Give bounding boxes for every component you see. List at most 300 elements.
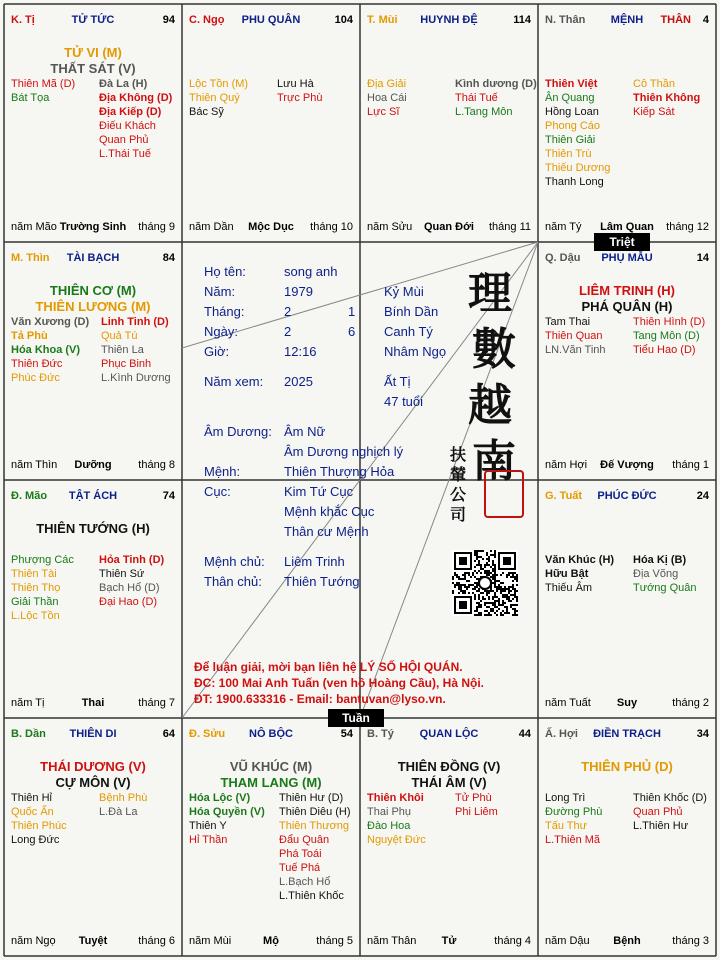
qr-module: [506, 594, 508, 596]
qr-module: [478, 564, 480, 566]
qr-module: [474, 586, 476, 588]
qr-module: [494, 578, 496, 580]
qr-module: [516, 574, 518, 576]
qr-module: [516, 584, 518, 586]
minor-star: Thiên Y: [189, 820, 227, 832]
minor-star: Lộc Tồn (M): [189, 78, 249, 90]
qr-module: [474, 594, 476, 596]
info-label: Cục:: [204, 484, 231, 499]
qr-module: [510, 586, 512, 588]
main-star: PHÁ QUÂN (H): [581, 299, 673, 314]
qr-module: [464, 584, 466, 586]
minor-star: Thiên Việt: [545, 78, 598, 90]
calligraphy-char: 越: [468, 380, 512, 431]
qr-module: [494, 568, 496, 570]
palace-10[interactable]: [361, 719, 537, 955]
qr-module: [504, 596, 506, 598]
palace-branch: Đ. Mão: [11, 490, 48, 502]
qr-module: [488, 592, 490, 594]
qr-module: [512, 608, 514, 610]
palace-year: năm Tý: [545, 221, 582, 233]
palace-9[interactable]: [183, 719, 359, 955]
minor-star: Tử Phù: [455, 792, 492, 804]
qr-module: [476, 550, 478, 552]
qr-module: [492, 574, 494, 576]
qr-module: [490, 610, 492, 612]
qr-module: [502, 604, 504, 606]
qr-module: [486, 592, 488, 594]
minor-star: Đào Hoa: [367, 820, 411, 832]
small-calligraphy-char: 輦: [450, 465, 467, 484]
minor-stars-right: [633, 77, 700, 119]
qr-module: [488, 590, 490, 592]
qr-module: [498, 586, 500, 588]
minor-star: Phong Cáo: [545, 120, 601, 132]
qr-module: [460, 578, 462, 580]
qr-module: [496, 580, 498, 582]
qr-module: [508, 600, 510, 602]
minor-star: Thanh Long: [545, 176, 604, 188]
qr-module: [460, 590, 462, 592]
palace-name: TẬT ÁCH: [68, 490, 118, 502]
minor-star: L.Đà La: [99, 806, 138, 818]
qr-module: [516, 580, 518, 582]
qr-module: [514, 590, 516, 592]
qr-module: [502, 582, 504, 584]
qr-module: [454, 572, 456, 574]
qr-module: [498, 608, 500, 610]
qr-module: [506, 598, 508, 600]
qr-module: [488, 598, 490, 600]
palace-year: năm Hợi: [545, 459, 588, 471]
qr-module: [478, 570, 480, 572]
qr-finder: [459, 601, 467, 609]
qr-module: [512, 574, 514, 576]
info-value: Kim Tứ Cục: [284, 484, 354, 499]
info-value: Thiên Thượng Hỏa: [284, 464, 395, 479]
main-stars: [361, 759, 537, 791]
minor-star: Thiên Khôi: [367, 792, 424, 804]
minor-star: Hoa Cái: [367, 92, 407, 104]
minor-star: L.Tang Môn: [455, 106, 513, 118]
qr-module: [488, 564, 490, 566]
palace-branch: Đ. Sửu: [189, 728, 226, 740]
minor-star: Tuế Phá: [279, 862, 321, 874]
qr-module: [506, 596, 508, 598]
qr-module: [480, 614, 482, 616]
qr-module: [482, 598, 484, 600]
qr-module: [474, 560, 476, 562]
minor-star: Địa Võng: [633, 568, 679, 580]
qr-module: [484, 564, 486, 566]
qr-module: [508, 598, 510, 600]
minor-star: Văn Xương (D): [11, 316, 90, 328]
qr-module: [502, 614, 504, 616]
minor-star: Thiên Mã (D): [11, 78, 76, 90]
palace-year: năm Sửu: [367, 221, 413, 233]
palace-number: 64: [162, 728, 175, 740]
qr-module: [480, 556, 482, 558]
qr-module: [452, 582, 454, 584]
palace-number: 4: [702, 14, 709, 26]
palace-footer: [11, 221, 175, 235]
qr-module: [516, 576, 518, 578]
palace-stage: Bệnh: [613, 935, 641, 947]
main-stars: [5, 759, 181, 791]
minor-star: L.Thiên Mã: [545, 834, 601, 846]
palace-name: QUAN LỘC: [419, 728, 479, 740]
palace-month: tháng 1: [672, 459, 709, 471]
qr-module: [484, 572, 486, 574]
qr-module: [488, 602, 490, 604]
qr-module: [496, 586, 498, 588]
qr-module: [458, 578, 460, 580]
qr-module: [488, 606, 490, 608]
main-stars: [5, 283, 181, 315]
qr-module: [452, 590, 454, 592]
info-extra: 1: [348, 304, 356, 319]
qr-module: [482, 592, 484, 594]
qr-module: [486, 614, 488, 616]
qr-module: [480, 612, 482, 614]
minor-star: Phượng Các: [11, 554, 74, 566]
palace-header: [5, 14, 181, 30]
qr-module: [488, 574, 490, 576]
qr-module: [492, 604, 494, 606]
minor-star: Kiếp Sát: [633, 106, 675, 118]
palace-year: năm Mão: [11, 221, 57, 233]
qr-module: [490, 572, 492, 574]
qr-module: [508, 590, 510, 592]
palace-stage: Trường Sinh: [59, 221, 127, 233]
minor-star: L.Kình Dương: [101, 372, 171, 384]
minor-star: Thiên Hư (D): [279, 792, 344, 804]
qr-module: [500, 590, 502, 592]
minor-stars-right: [99, 553, 164, 609]
qr-module: [514, 588, 516, 590]
minor-star: Thiếu Âm: [545, 582, 593, 594]
qr-module: [486, 554, 488, 556]
minor-star: Hóa Kị (B): [633, 554, 687, 566]
palace-name: NÔ BỘC: [249, 728, 293, 740]
palace-name: TỬ TỨC: [71, 14, 115, 26]
small-calligraphy-char: 扶: [450, 445, 467, 464]
qr-module: [512, 572, 514, 574]
info-value: Thiên Tướng: [284, 574, 360, 589]
palace-year: năm Tuất: [545, 697, 591, 709]
qr-module: [484, 590, 486, 592]
qr-module: [456, 582, 458, 584]
qr-module: [458, 592, 460, 594]
qr-module: [480, 564, 482, 566]
minor-star: Phục Binh: [101, 358, 152, 370]
minor-star: Thiên Sứ: [99, 568, 145, 580]
qr-module: [484, 602, 486, 604]
qr-center-logo: [479, 577, 491, 589]
minor-star: Phi Liêm: [455, 806, 498, 818]
palace-month: tháng 3: [672, 935, 709, 947]
main-stars: [5, 45, 181, 77]
palace-branch: B. Tý: [367, 728, 394, 740]
palace-11[interactable]: [539, 719, 715, 955]
qr-module: [490, 550, 492, 552]
qr-module: [456, 574, 458, 576]
qr-module: [498, 588, 500, 590]
palace-footer: [545, 697, 709, 711]
qr-module: [490, 554, 492, 556]
qr-module: [514, 612, 516, 614]
palace-header: [539, 14, 715, 30]
main-star: THIÊN CƠ (M): [49, 283, 137, 298]
qr-module: [470, 584, 472, 586]
calligraphy-char: 南: [472, 436, 516, 487]
palace-month: tháng 9: [138, 221, 175, 233]
qr-module: [492, 578, 494, 580]
qr-module: [514, 608, 516, 610]
qr-module: [472, 584, 474, 586]
minor-star: Thiên Phúc: [11, 820, 67, 832]
minor-star: Thiên Thương: [279, 820, 350, 832]
qr-module: [476, 586, 478, 588]
qr-module: [504, 588, 506, 590]
qr-module: [494, 600, 496, 602]
qr-module: [514, 610, 516, 612]
qr-module: [478, 598, 480, 600]
qr-module: [512, 598, 514, 600]
qr-module: [494, 604, 496, 606]
qr-module: [486, 558, 488, 560]
palace-1[interactable]: [183, 5, 359, 241]
qr-module: [484, 598, 486, 600]
qr-module: [494, 592, 496, 594]
minor-star: Long Đức: [11, 834, 60, 846]
palace-3[interactable]: [539, 5, 715, 241]
qr-module: [508, 586, 510, 588]
qr-module: [494, 612, 496, 614]
palace-name: PHU QUÂN: [241, 14, 301, 26]
qr-module: [484, 610, 486, 612]
qr-module: [454, 584, 456, 586]
small-calligraphy-char: 司: [450, 505, 467, 524]
qr-module: [504, 594, 506, 596]
qr-module: [516, 578, 518, 580]
minor-star: L.Lộc Tồn: [11, 610, 60, 622]
info-canchi: 47 tuổi: [384, 394, 424, 409]
palace-branch: Q. Dậu: [545, 252, 581, 264]
qr-module: [492, 602, 494, 604]
qr-module: [488, 556, 490, 558]
qr-module: [510, 600, 512, 602]
qr-module: [454, 574, 456, 576]
minor-star: Phá Toái: [279, 848, 322, 860]
qr-module: [474, 566, 476, 568]
minor-stars-left: [367, 77, 407, 119]
qr-module: [500, 592, 502, 594]
qr-module: [514, 576, 516, 578]
palace-branch: C. Ngọ: [189, 14, 225, 26]
qr-code[interactable]: [452, 550, 518, 616]
qr-module: [464, 578, 466, 580]
qr-module: [480, 604, 482, 606]
minor-star: Thiên Trù: [545, 148, 592, 160]
minor-stars-left: [545, 553, 614, 595]
calligraphy-char: 理: [468, 268, 512, 319]
palace-header: [5, 490, 181, 506]
qr-module: [492, 568, 494, 570]
info-value: 2025: [284, 374, 313, 389]
qr-module: [492, 560, 494, 562]
minor-star: Thiên Khốc (D): [633, 792, 707, 804]
qr-module: [460, 586, 462, 588]
qr-module: [480, 566, 482, 568]
qr-module: [488, 596, 490, 598]
palace-7[interactable]: [539, 481, 715, 717]
info-label: Mệnh chủ:: [204, 554, 265, 569]
info-label: Giờ:: [204, 344, 230, 359]
info-label: Tháng:: [204, 304, 245, 319]
qr-module: [488, 560, 490, 562]
minor-stars-right: [101, 315, 171, 385]
qr-module: [516, 598, 518, 600]
qr-module: [474, 570, 476, 572]
palace-4[interactable]: [5, 243, 181, 479]
palace-stage: Quan Đới: [424, 221, 474, 233]
qr-module: [468, 584, 470, 586]
qr-module: [476, 564, 478, 566]
minor-star: Hỉ Thần: [189, 834, 228, 846]
minor-stars-left: [11, 553, 74, 623]
palace-branch: T. Mùi: [367, 14, 398, 26]
qr-module: [502, 600, 504, 602]
palace-6[interactable]: [5, 481, 181, 717]
main-stars: [5, 521, 181, 537]
palace-branch: G. Tuất: [545, 490, 583, 502]
qr-module: [476, 552, 478, 554]
minor-star: Tam Thai: [545, 316, 591, 328]
qr-module: [494, 602, 496, 604]
qr-module: [464, 576, 466, 578]
qr-module: [494, 552, 496, 554]
minor-stars-left: [189, 791, 265, 847]
palace-5[interactable]: [539, 243, 715, 479]
qr-module: [512, 604, 514, 606]
qr-module: [492, 564, 494, 566]
qr-module: [476, 556, 478, 558]
qr-module: [476, 584, 478, 586]
qr-module: [510, 572, 512, 574]
main-star: THIÊN ĐỒNG (V): [397, 759, 501, 774]
main-star: THIÊN PHỦ (D): [581, 759, 673, 774]
qr-module: [478, 594, 480, 596]
qr-module: [506, 576, 508, 578]
info-canchi: Canh Tý: [384, 324, 433, 339]
qr-module: [492, 554, 494, 556]
qr-module: [476, 558, 478, 560]
qr-module: [464, 590, 466, 592]
qr-module: [472, 572, 474, 574]
qr-module: [462, 592, 464, 594]
qr-module: [508, 612, 510, 614]
info-extra: 6: [348, 324, 356, 339]
minor-star: Thiên Quan: [545, 330, 603, 342]
qr-module: [502, 588, 504, 590]
minor-stars-left: [189, 77, 248, 119]
qr-module: [494, 550, 496, 552]
qr-module: [494, 580, 496, 582]
minor-star: Ân Quang: [545, 92, 595, 104]
qr-module: [486, 590, 488, 592]
palace-footer: [189, 935, 353, 949]
palace-0[interactable]: [5, 5, 181, 241]
qr-module: [490, 590, 492, 592]
qr-module: [494, 566, 496, 568]
minor-star: Hữu Bật: [545, 568, 589, 580]
palace-branch: M. Thìn: [11, 252, 50, 264]
palace-8[interactable]: [5, 719, 181, 955]
qr-module: [468, 592, 470, 594]
qr-module: [486, 594, 488, 596]
qr-module: [474, 588, 476, 590]
minor-stars-right: [633, 553, 697, 595]
main-star: TỬ VI (M): [64, 45, 122, 60]
palace-branch: K. Tị: [11, 14, 35, 26]
minor-star: L.Thiên Khốc: [279, 890, 344, 902]
palace-2[interactable]: [361, 5, 537, 241]
small-calligraphy-char: 公: [450, 485, 467, 504]
info-value: Âm Dương nghịch lý: [284, 444, 404, 459]
qr-module: [500, 614, 502, 616]
info-value: Liêm Trinh: [284, 554, 345, 569]
minor-stars-right: [277, 77, 322, 105]
qr-module: [500, 604, 502, 606]
minor-stars-right: [633, 315, 705, 357]
than-tag: THÂN: [660, 14, 691, 26]
info-value: 12:16: [284, 344, 317, 359]
qr-module: [478, 612, 480, 614]
qr-module: [482, 550, 484, 552]
qr-module: [458, 588, 460, 590]
palace-header: [361, 14, 537, 30]
qr-module: [496, 610, 498, 612]
palace-number: 114: [513, 14, 531, 26]
info-canchi: Nhâm Ngọ: [384, 344, 447, 359]
qr-module: [498, 580, 500, 582]
qr-module: [514, 592, 516, 594]
main-star: THÁI DƯƠNG (V): [40, 759, 146, 774]
qr-module: [498, 604, 500, 606]
qr-module: [480, 606, 482, 608]
minor-star: Nguyệt Đức: [367, 834, 426, 846]
minor-star: L.Thái Tuế: [99, 148, 151, 160]
qr-module: [466, 572, 468, 574]
minor-star: Hóa Khoa (V): [11, 344, 81, 356]
minor-stars-left: [11, 791, 67, 847]
minor-star: Lực Sĩ: [367, 106, 400, 118]
qr-module: [478, 614, 480, 616]
palace-branch: Ấ. Hợi: [545, 728, 578, 740]
info-value: 2: [284, 324, 292, 339]
qr-module: [504, 612, 506, 614]
qr-module: [490, 588, 492, 590]
qr-module: [486, 562, 488, 564]
info-canchi: Bính Dần: [384, 304, 439, 319]
qr-module: [494, 594, 496, 596]
qr-module: [474, 614, 476, 616]
qr-module: [498, 598, 500, 600]
minor-star: Bát Tọa: [11, 92, 50, 104]
palace-footer: [545, 935, 709, 949]
palace-year: năm Ngọ: [11, 935, 56, 947]
